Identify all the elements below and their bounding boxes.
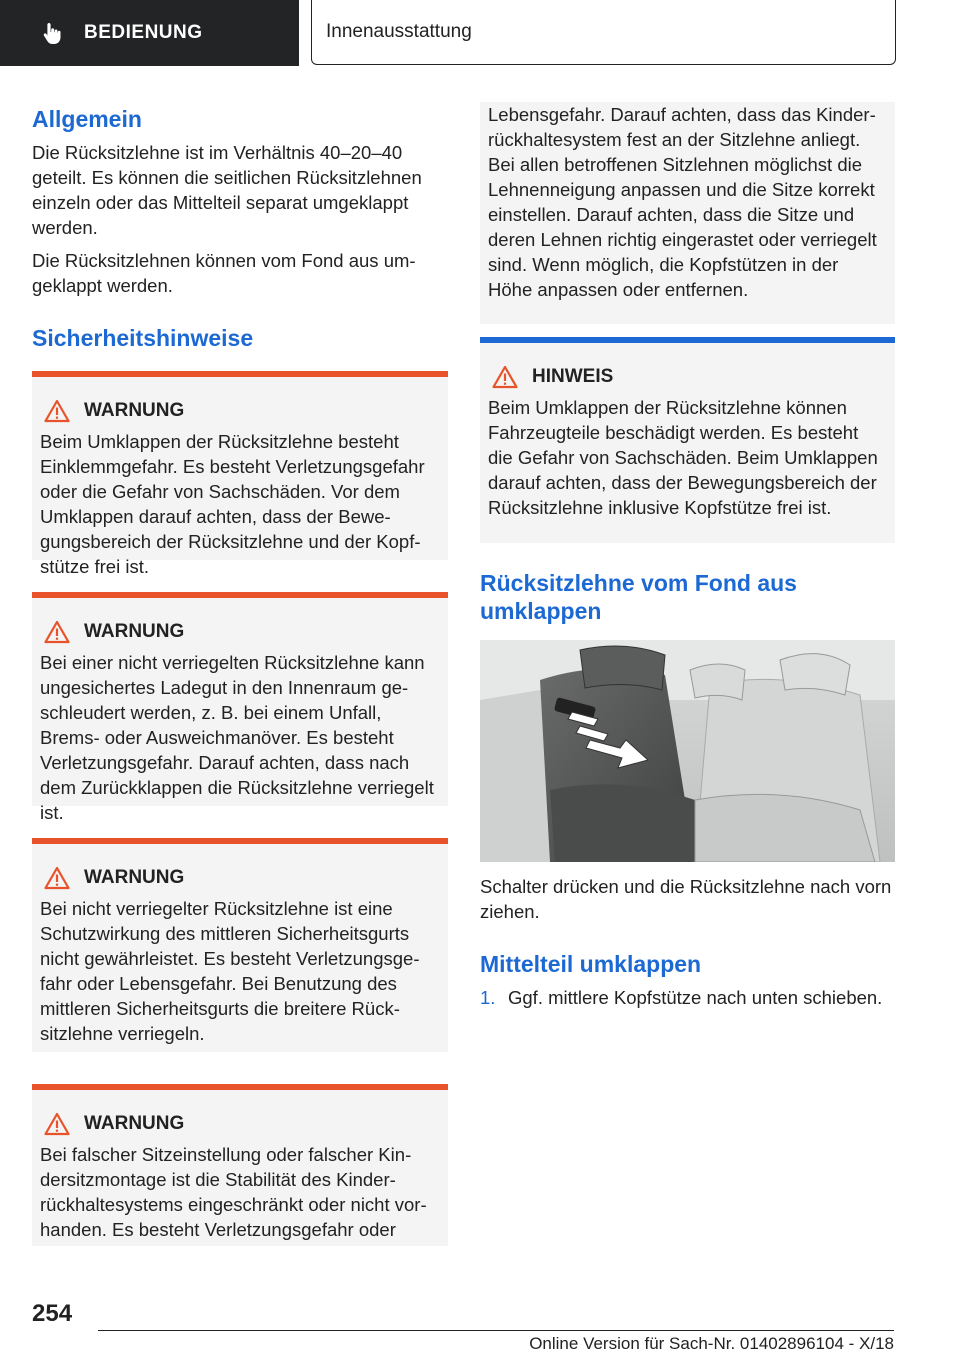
- warning-text-continued: Lebensgefahr. Darauf achten, dass das Kinderrückhaltesystem fest an der Sitzlehne anliegt. Bei allen betroffenen Sitzlehnen möglichst die Lehnenneigung anpassen und die Sitze korrekt einstellen. Darauf achten, dass die Sitze und deren Lehnen richtig eingerastet oder verriegelt sind. Wenn möglich, die Kopfstützen in der Höhe anpassen oder entfernen.: [488, 104, 877, 300]
- paragraph-split-ratio: Die Rücksitzlehne ist im Verhältnis 40–20–40 geteilt. Es können die seitlichen Rücksitzlehnen einzeln oder das Mittelteil separat umgeklappt werden.: [32, 142, 422, 238]
- footer-divider: [98, 1330, 894, 1331]
- step-text: Ggf. mittlere Kopfstütze nach unten schieben.: [508, 987, 883, 1008]
- chapter-tab[interactable]: [0, 0, 299, 66]
- section-title: Innenausstattung: [326, 21, 472, 42]
- warning-triangle-icon: [492, 365, 518, 389]
- warning-box-cargo: [32, 592, 448, 823]
- note-text: Beim Umklappen der Rücksitzlehne können Fahrzeugteile beschädigt werden. Es besteht die Gefahr von Sachschäden. Beim Umklappen darauf achten, dass der Bewegungsbereich der Rücksitzlehne inklusive Kopfstütze frei ist.: [488, 397, 878, 518]
- heading-allgemein: Allgemein: [32, 106, 142, 132]
- warning-title: WARNUNG: [84, 867, 185, 888]
- page-number: 254: [32, 1300, 73, 1327]
- warning-box-child-seat: [32, 1084, 448, 1246]
- list-item: [480, 985, 895, 1010]
- step-number: 1.: [480, 987, 496, 1008]
- left-column: [32, 102, 448, 1246]
- illustration-caption: Schalter drücken und die Rücksitzlehne nach vorn ziehen.: [480, 876, 892, 922]
- warning-text: Bei einer nicht verriegelten Rücksitzlehne kann ungesichertes Ladegut in den Innenraum geschleudert werden, z. B. bei einem Unfall, Brems- oder Ausweichmanöver. Es besteht Verletzungsgefahr. Darauf achten, dass nach dem Zurückklappen die Rücksitzlehne verriegelt ist.: [40, 652, 434, 823]
- warning-box-continuation: [480, 102, 895, 324]
- heading-fold-from-rear: Rücksitzlehne vom Fond aus umklappen: [480, 570, 797, 624]
- warning-box-seatbelt: [32, 838, 448, 1052]
- paragraph-fold-from-rear: Die Rücksitzlehnen können vom Fond aus umgeklappt werden.: [32, 250, 416, 296]
- warning-text: Beim Umklappen der Rücksitzlehne besteht Einklemmgefahr. Es besteht Verletzungsgefahr oder die Gefahr von Sachschäden. Vor dem Umklappen darauf achten, dass der Bewegungsbereich der Rücksitzlehne und der Kopfstütze frei ist.: [40, 431, 425, 577]
- chapter-title: BEDIENUNG: [84, 22, 203, 43]
- warning-triangle-icon: [44, 1112, 70, 1136]
- note-title: HINWEIS: [532, 366, 614, 387]
- warning-text: Bei nicht verriegelter Rücksitzlehne ist eine Schutzwirkung des mittleren Sicherheitsgurts nicht gewährleistet. Es besteht Verletzungsgefahr oder Lebensgefahr. Bei Benutzung des mittleren Sicherheitsgurts die breitere Rücksitzlehne verriegeln.: [40, 898, 420, 1044]
- note-box: [480, 337, 895, 543]
- hand-pointer-icon: [40, 21, 64, 45]
- warning-title: WARNUNG: [84, 1113, 185, 1134]
- warning-title: WARNUNG: [84, 621, 185, 642]
- online-version-note: Online Version für Sach-Nr. 01402896104 - X/18: [529, 1334, 894, 1353]
- warning-triangle-icon: [44, 866, 70, 890]
- warning-text: Bei falscher Sitzeinstellung oder falscher Kindersitzmontage ist die Stabilität des Kinderrückhaltesystems eingeschränkt oder nicht vorhanden. Es besteht Verletzungsgefahr oder: [40, 1144, 427, 1240]
- warning-title: WARNUNG: [84, 400, 185, 421]
- section-tab[interactable]: [311, 0, 896, 65]
- warning-triangle-icon: [44, 399, 70, 423]
- rear-seat-illustration: [480, 640, 895, 862]
- warning-triangle-icon: [44, 620, 70, 644]
- warning-box-pinch: [32, 371, 448, 577]
- heading-sicherheitshinweise: Sicherheitshinweise: [32, 325, 254, 351]
- right-column: [480, 102, 895, 1010]
- page-header: [0, 0, 960, 66]
- heading-mittelteil: Mittelteil umklappen: [480, 951, 702, 977]
